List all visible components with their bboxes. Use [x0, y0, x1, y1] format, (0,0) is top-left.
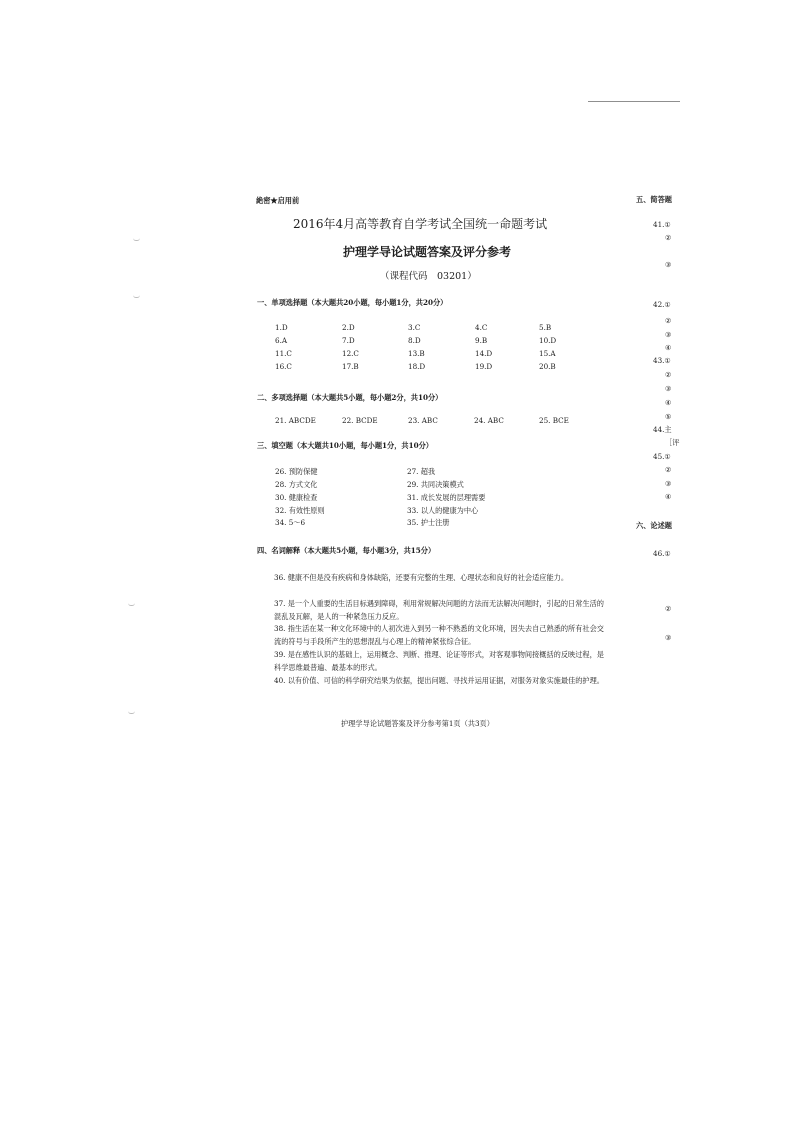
- answer-item: 10.D: [539, 336, 557, 345]
- answer-item: 22. BCDE: [342, 416, 378, 425]
- right-line: ②: [665, 316, 672, 325]
- answer-item: 25. BCE: [539, 416, 569, 425]
- answer-item: 27. 超我: [407, 467, 436, 476]
- answer-item: 1.D: [275, 323, 288, 332]
- right-line: ②: [665, 465, 672, 474]
- scan-mark: [133, 295, 140, 298]
- answer-item: 8.D: [408, 336, 421, 345]
- answer-item: 33. 以人的健康为中心: [407, 506, 479, 515]
- answer-item: 12.C: [342, 349, 359, 358]
- section3-heading: 三、填空题（本大题共10小题，每小题1分，共10分）: [257, 441, 433, 450]
- right-line: 42.①: [653, 300, 671, 309]
- answer-item: 35. 护士注册: [407, 518, 450, 527]
- answer-item: 34. 5～6: [275, 518, 306, 527]
- subject-title: 护理学导论试题答案及评分参考: [343, 245, 512, 259]
- section4-heading: 四、名词解释（本大题共5小题，每小题3分，共15分）: [257, 546, 436, 555]
- definition-item: 39. 是在感性认识的基础上，运用概念、判断、推理、论证等形式，对客观事物间接概括的反映过程，是科学思维最普遍、最基本的形式。: [274, 650, 604, 672]
- right-line: ②: [665, 604, 672, 613]
- answer-item: 29. 共同决策模式: [407, 480, 464, 489]
- scan-mark: [133, 238, 140, 241]
- answer-item: 23. ABC: [408, 416, 438, 425]
- course-code: （课程代码 03201）: [380, 271, 477, 282]
- right-line: ［评: [665, 438, 680, 447]
- answer-item: 7.D: [342, 336, 355, 345]
- scan-mark: [128, 711, 135, 714]
- answer-item: 21. ABCDE: [275, 416, 316, 425]
- definition-item: 36. 健康不但是没有疾病和身体缺陷，还要有完整的生理、心理状态和良好的社会适应能力。: [274, 573, 569, 582]
- right-line: ④: [665, 492, 672, 501]
- definition-item: 40. 以有价值、可信的科学研究结果为依据，提出问题、寻找并运用证据，对服务对象实施最佳的护理。: [274, 676, 604, 685]
- answer-item: 28. 方式文化: [275, 480, 318, 489]
- answer-item: 2.D: [342, 323, 355, 332]
- answer-item: 17.B: [342, 362, 359, 371]
- exam-title: 2016年4月高等教育自学考试全国统一命题考试: [293, 217, 548, 231]
- right-line: ③: [665, 260, 672, 269]
- answer-item: 32. 有效性原则: [275, 506, 325, 515]
- answer-item: 4.C: [475, 323, 488, 332]
- section2-heading: 二、多项选择题（本大题共5小题，每小题2分，共10分）: [257, 393, 443, 402]
- answer-item: 5.B: [539, 323, 552, 332]
- answer-item: 3.C: [408, 323, 421, 332]
- right-line: ③: [665, 384, 672, 393]
- right-line: ③: [665, 479, 672, 488]
- right-line: 44.主: [653, 425, 672, 434]
- right-line: 41.①: [653, 220, 671, 229]
- page-edge-line: [588, 101, 680, 102]
- answer-item: 31. 成长发展的层理需要: [407, 493, 486, 502]
- answer-item: 26. 预防保健: [275, 467, 318, 476]
- answer-item: 6.A: [275, 336, 288, 345]
- definition-item: 37. 是一个人重要的生活目标遇到障碍，利用常规解决问题的方法而无法解决问题时，引起的日常生活的混乱及瓦解，是人的一种紧急压力反应。: [274, 599, 604, 621]
- answer-item: 20.B: [539, 362, 556, 371]
- right-line: 46.①: [653, 549, 671, 558]
- right-heading: 五、简答题: [636, 195, 672, 204]
- answer-item: 30. 健康检查: [275, 493, 318, 502]
- section1-heading: 一、单项选择题（本大题共20小题，每小题1分，共20分）: [257, 298, 448, 307]
- right-line: 43.①: [653, 356, 671, 365]
- answer-item: 14.D: [475, 349, 493, 358]
- scan-mark: [128, 603, 135, 606]
- definition-item: 38. 指生活在某一种文化环境中的人初次进入到另一种不熟悉的文化环境，因失去自己熟悉的所有社会交流的符号与手段所产生的思想混乱与心理上的精神紧张综合征。: [274, 624, 604, 646]
- answer-item: 16.C: [275, 362, 292, 371]
- answer-item: 9.B: [475, 336, 488, 345]
- right-line: ⑤: [665, 412, 672, 421]
- right-line: 45.①: [653, 452, 671, 461]
- confidential-label: 絶密★启用前: [256, 196, 300, 205]
- right-line: ④: [665, 398, 672, 407]
- right-line: ③: [665, 330, 672, 339]
- right-line: ②: [665, 233, 672, 242]
- right-heading: 六、论述题: [636, 521, 672, 530]
- answer-item: 18.D: [408, 362, 426, 371]
- right-line: ③: [665, 633, 672, 642]
- answer-item: 19.D: [475, 362, 493, 371]
- right-line: ②: [665, 370, 672, 379]
- answer-item: 11.C: [275, 349, 292, 358]
- adjacent-page-strip: [636, 180, 684, 700]
- answer-item: 15.A: [539, 349, 556, 358]
- answer-item: 24. ABC: [474, 416, 504, 425]
- page-footer: 护理学导论试题答案及评分参考第1页（共3页）: [341, 719, 494, 728]
- right-line: ④: [665, 343, 672, 352]
- answer-item: 13.B: [408, 349, 425, 358]
